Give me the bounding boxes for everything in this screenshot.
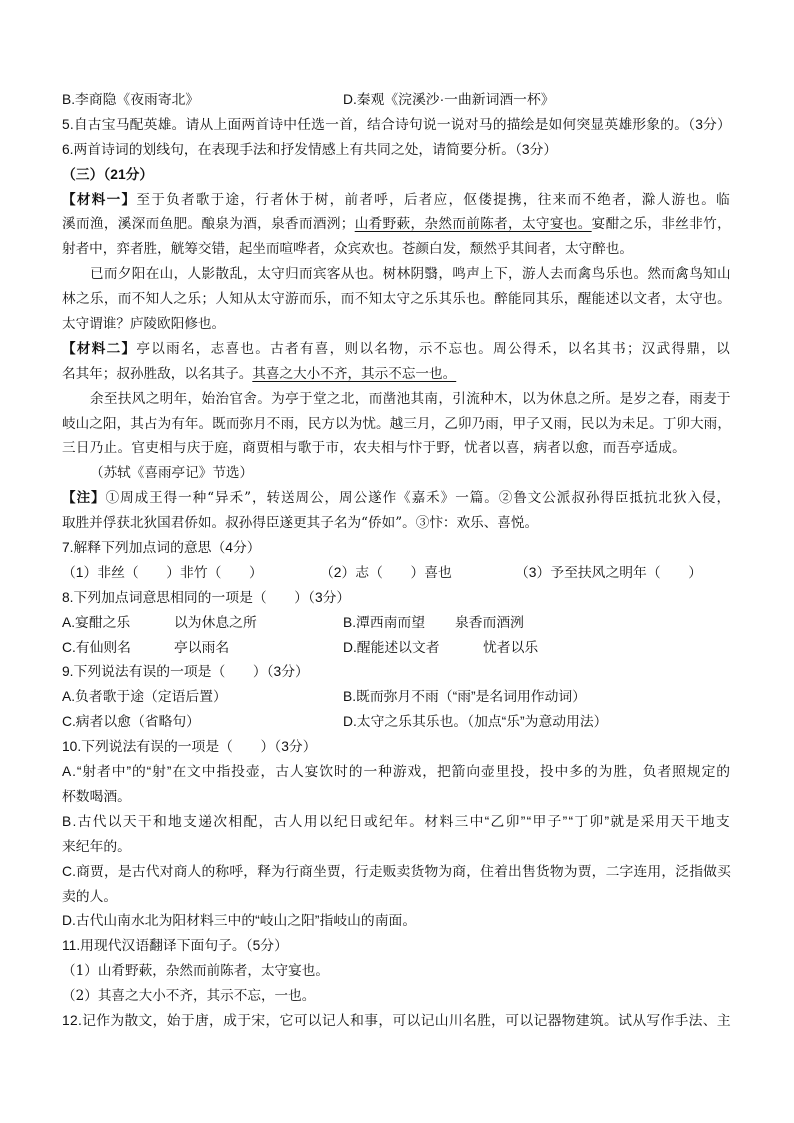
material1-line-2 xyxy=(62,212,731,237)
material2-source xyxy=(0,461,794,486)
material1-line-4: 已而夕阳在山，人影散乱，太守归而宾客从也。树林阴翳，鸣声上下，游人去而禽鸟乐也。然而禽鸟知山 xyxy=(90,266,731,283)
question-8-option-c-pair: 亭以雨名 xyxy=(174,639,230,655)
material1-label: 【材料一】 xyxy=(62,191,137,208)
question-7-item-2: （2）志（ ）喜也 xyxy=(320,564,452,580)
question-10-option-a-line-1: A.“射者中”的“射”在文中指投壶，古人宴饮时的一种游戏，把箭向壶里投，投中多的为胜，负者照规定的 xyxy=(62,764,731,780)
question-8-title: 8.下列加点词意思相同的一项是（ ）（3分） xyxy=(62,589,351,605)
note-label: 【注】 xyxy=(62,490,106,507)
question-11-title: 11.用现代汉语翻译下面句子。（5分） xyxy=(62,938,288,954)
note-line-2: 取胜并俘获北狄国君侨如。叔孙得臣遂更其子名为“侨如”。③忭：欢乐、喜悦。 xyxy=(62,515,539,532)
material1-line xyxy=(0,237,794,262)
material1-line xyxy=(0,188,794,213)
question-8 xyxy=(0,586,794,611)
question-10-option-c xyxy=(0,885,794,910)
question-12 xyxy=(0,1009,794,1034)
question-8-option-b: B.潭西南而望 xyxy=(343,614,426,630)
question-8-option-a: A.宴酣之乐 xyxy=(62,614,131,630)
question-10-option-a-line-2: 杯数喝酒。 xyxy=(62,788,131,804)
question-10-option-d xyxy=(0,909,794,934)
question-9-options-cd xyxy=(0,710,794,735)
question-7 xyxy=(0,536,794,561)
note-line xyxy=(0,511,794,536)
question-10-option-b xyxy=(0,835,794,860)
question-7-title: 7.解释下列加点词的意思（4分） xyxy=(62,540,261,556)
note-line xyxy=(0,486,794,511)
note-text: ①周成王得一种“异禾”，转送周公，周公遂作《嘉禾》一篇。②鲁文公派叔孙得臣抵抗北狄入侵， xyxy=(105,490,732,507)
material2-source-text: （苏轼《喜雨亭记》节选） xyxy=(90,465,254,482)
question-11-sentence-1: （1）山肴野蔌，杂然而前陈者，太守宴也。 xyxy=(62,963,329,980)
question-8-options-cd xyxy=(0,636,794,661)
question-10-option-a xyxy=(0,785,794,810)
material2-line xyxy=(0,387,794,412)
material1-line xyxy=(0,287,794,312)
question-11-sentence-2: （2）其喜之大小不齐，其示不忘，一也。 xyxy=(62,988,316,1005)
material2-line xyxy=(0,337,794,362)
question-10-option-c-line-2: 卖的人。 xyxy=(62,888,118,904)
material1-line-6: 太守谓谁？庐陵欧阳修也。 xyxy=(62,316,226,333)
material1-text: 宴酣之乐，非丝非竹， xyxy=(591,216,732,233)
material2-text: 名其年；叔孙胜敌，以名其子。 xyxy=(62,365,253,382)
question-6 xyxy=(0,138,794,163)
question-11 xyxy=(0,934,794,959)
note-line-1 xyxy=(62,486,731,511)
material1-line-3: 射者中，弈者胜，觥筹交错，起坐而喧哗者，众宾欢也。苍颜白发，颓然乎其间者，太守醉也。 xyxy=(62,241,633,258)
question-9-option-c: C.病者以愈（省略句） xyxy=(62,714,200,730)
material2-line xyxy=(0,412,794,437)
material1-line-1 xyxy=(62,188,731,213)
question-10-option-b-line-2: 来纪年的。 xyxy=(62,838,131,854)
question-7-item-3: （3）予至扶风之明年（ ） xyxy=(515,564,703,580)
question-9-option-b: B.既而弥月不雨（“雨”是名词用作动词） xyxy=(343,689,586,705)
question-10-option-b-line-1: B.古代以天干和地支递次相配，古人用以纪日或纪年。材料三中“乙卯”“甲子”“丁卯”就是采用天干地支 xyxy=(62,813,731,829)
material1-line xyxy=(0,312,794,337)
question-7-items xyxy=(0,561,794,586)
material2-line xyxy=(0,436,794,461)
question-9-title: 9.下列说法有误的一项是（ ）（3分） xyxy=(62,664,309,680)
material2-line-3: 余至扶风之明年，始治官舍。为亭于堂之北，而凿池其南，引流种木，以为休息之所。是岁之春，雨麦于 xyxy=(90,390,731,407)
question-8-option-d: D.醒能述以文者 xyxy=(343,639,440,655)
question-10-option-a xyxy=(0,760,794,785)
question-8-option-b-pair: 泉香而酒洌 xyxy=(455,614,524,630)
question-10-option-c-line-1: C.商贾，是古代对商人的称呼，释为行商坐贾，行走贩卖货物为商，住着出售货物为贾，二字连用，泛指做买 xyxy=(62,863,732,879)
material2-line-5: 三日乃止。官吏相与庆于庭，商贾相与歌于市，农夫相与忭于野，忧者以喜，病者以愈，而吾亭适成。 xyxy=(62,440,687,457)
question-8-option-d-pair: 忧者以乐 xyxy=(483,639,539,655)
question-8-options-ab xyxy=(0,611,794,636)
option-b-poem: B.李商隐《夜雨寄北》 xyxy=(62,92,200,107)
material1-text: 溪而渔，溪深而鱼肥。酿泉为酒，泉香而酒洌； xyxy=(62,216,355,233)
question-10-option-b xyxy=(0,810,794,835)
question-9 xyxy=(0,660,794,685)
material2-label: 【材料二】 xyxy=(62,340,137,357)
material1-line-5: 林之乐，而不知人之乐；人知从太守游而乐，而不知太守之乐其乐也。醉能同其乐，醒能述以文者，太守也。 xyxy=(62,291,732,308)
question-5-text: 5.自古宝马配英雄。请从上面两首诗中任选一首，结合诗句说一说对马的描绘是如何突显英雄形象的。（3分） xyxy=(62,116,731,132)
question-12-text: 12.记作为散文，始于唐，成于宋，它可以记人和事，可以记山川名胜，可以记器物建筑。试从写作手法、主 xyxy=(62,1012,731,1028)
question-9-option-d: D.太守之乐其乐也。（加点“乐”为意动用法） xyxy=(343,714,608,730)
question-11-item xyxy=(0,959,794,984)
material2-line-4: 岐山之阳，其占为有年。既而弥月不雨，民方以为忧。越三月，乙卯乃雨，甲子又雨，民以为未足。丁卯大雨， xyxy=(62,415,731,432)
question-9-options-ab xyxy=(0,685,794,710)
question-8-option-c: C.有仙则名 xyxy=(62,639,131,655)
underlined-sentence: 其喜之大小不齐，其示不忘一也。 xyxy=(252,365,457,382)
question-8-option-a-pair: 以为休息之所 xyxy=(174,614,257,630)
underlined-sentence: 山肴野蔌，杂然而前陈者，太守宴也。 xyxy=(354,216,592,233)
section-3-title: （三）（21分） xyxy=(62,166,154,182)
question-6-text: 6.两首诗词的划线句，在表现手法和抒发情感上有共同之处，请简要分析。（3分） xyxy=(62,141,558,157)
question-11-item xyxy=(0,984,794,1009)
question-5 xyxy=(0,113,794,138)
material2-line xyxy=(0,362,794,387)
question-7-item-1: （1）非丝（ ）非竹（ ） xyxy=(62,564,263,580)
exam-page xyxy=(0,88,794,1034)
line-prev-options xyxy=(0,88,794,113)
option-d-poem: D.秦观《浣溪沙·一曲新词酒一杯》 xyxy=(343,92,555,107)
material2-text: 亭以雨名，志喜也。古者有喜，则以名物，示不忘也。周公得禾，以名其书；汉武得鼎，以 xyxy=(136,340,732,357)
material2-line-2 xyxy=(62,362,456,387)
material1-line xyxy=(0,262,794,287)
question-10-title: 10.下列说法有误的一项是（ ）（3分） xyxy=(62,739,317,755)
material1-text: 至于负者歌于途，行者休于树，前者呼，后者应，伛偻提携，往来而不绝者，滁人游也。临 xyxy=(136,191,732,208)
question-10-option-d-text: D.古代山南水北为阳材料三中的“岐山之阳”指岐山的南面。 xyxy=(62,913,417,929)
question-10-option-c xyxy=(0,860,794,885)
question-10 xyxy=(0,735,794,760)
question-9-option-a: A.负者歌于途（定语后置） xyxy=(62,689,227,705)
section-3-heading xyxy=(0,163,794,188)
material1-line xyxy=(0,212,794,237)
material2-line-1 xyxy=(62,337,731,362)
